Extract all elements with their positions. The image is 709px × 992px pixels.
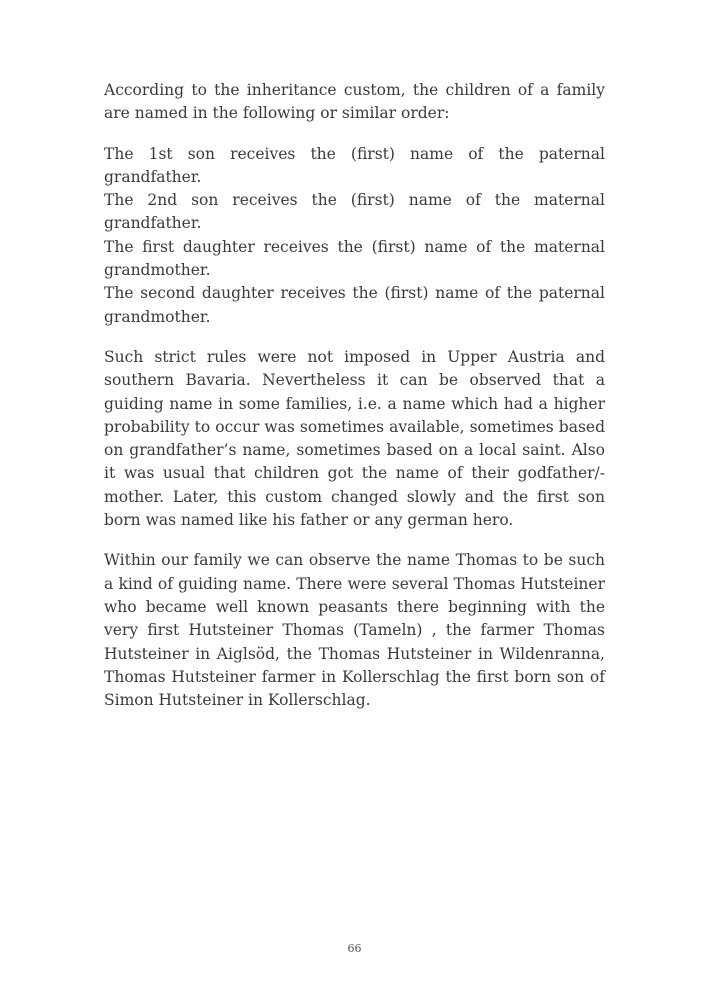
naming-rule-second-son: The 2nd son receives the (first) name of the maternal grandfather. <box>104 191 605 233</box>
page-body <box>104 79 605 729</box>
family-name-paragraph: Within our family we can observe the name Thomas to be such a kind of guiding name. There were several Thomas Hutsteiner who became well known peasants there beginning with the very first Hutsteiner Thomas (Tameln) , the farmer Thomas Hutsteiner in Aiglsöd, the Thomas Hutsteiner in Wildenranna, Thomas Hutsteiner farmer in Kollerschlag the first born son of Simon Hutsteiner in Kollerschlag. <box>104 551 605 710</box>
intro-paragraph: According to the inheritance custom, the children of a family are named in the following or similar order: <box>104 81 605 123</box>
naming-rule-first-son: The 1st son receives the (first) name of the paternal grandfather. <box>104 144 605 186</box>
page-number: 66 <box>347 942 362 955</box>
regional-custom-paragraph: Such strict rules were not imposed in Upper Austria and southern Bavaria. Nevertheless it can be observed that a guiding name in some families, i.e. a name which had a higher probability to occur was sometimes available, sometimes based on grandfather’s name, sometimes based on a local saint. Also it was usual that children got the name of their godfather/-mother. Later, this custom changed slowly and the first son born was named like his father or any german hero. <box>104 347 605 530</box>
naming-rule-first-daughter: The first daughter receives the (first) name of the maternal grandmother. <box>104 237 605 280</box>
naming-rules-list <box>104 143 605 329</box>
naming-rule-second-daughter: The second daughter receives the (first) name of the paternal grandmother. <box>104 284 605 326</box>
